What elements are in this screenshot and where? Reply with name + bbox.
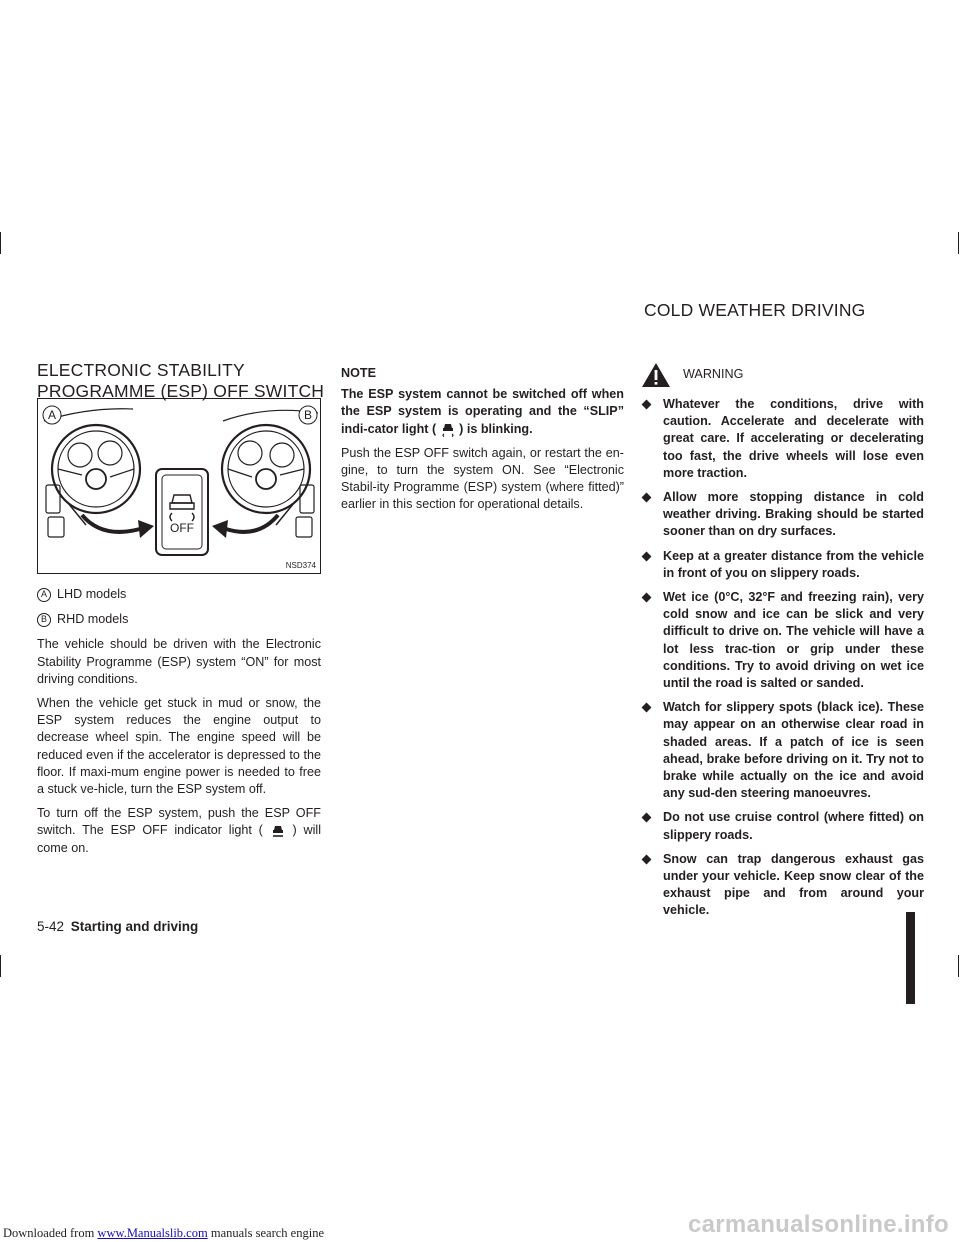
legend-text: RHD models xyxy=(57,612,129,627)
warning-list xyxy=(641,396,924,920)
figure-label-a: A xyxy=(47,408,56,422)
warning-header xyxy=(641,362,924,388)
banner-link[interactable]: www.Manualslib.com xyxy=(97,1226,208,1240)
page-footer xyxy=(37,919,198,934)
note-text-part: ) is blinking. xyxy=(459,421,533,436)
list-item: Allow more stopping distance in cold weather driving. Braking should be started sooner than on dry surfaces. xyxy=(641,489,924,541)
esp-off-title-line2: PROGRAMME (ESP) OFF SWITCH xyxy=(37,381,325,401)
esp-off-title xyxy=(37,360,324,402)
crop-mark xyxy=(958,232,959,254)
legend-mark: B xyxy=(37,613,51,627)
banner-prefix: Downloaded from xyxy=(3,1226,98,1240)
figure-code: NSD374 xyxy=(285,561,316,570)
esp-switch-figure xyxy=(37,398,321,574)
warning-triangle-icon xyxy=(641,362,671,388)
legend-text: LHD models xyxy=(57,587,127,601)
paragraph-text: To turn off the ESP system, push the ESP OFF switch. The ESP OFF indicator light ( xyxy=(37,806,321,838)
legend-item xyxy=(37,611,321,628)
note-label: NOTE xyxy=(341,366,376,380)
warning-label: WARNING xyxy=(683,367,744,382)
paragraph xyxy=(37,805,321,857)
note-text-part: The ESP system cannot be switched off when the ESP system is operating and the “SLIP” indi-cator light ( xyxy=(341,387,624,436)
slip-indicator-icon xyxy=(440,421,456,437)
note-text xyxy=(341,386,624,438)
list-item: Watch for slippery spots (black ice). These may appear on an otherwise clear road in shaded areas. If a patch of ice is seen ahead, brake before driving on it. Try not to brake while actually on the ice and avoid any sud-den steering manoeuvres. xyxy=(641,699,924,802)
list-item: Keep at a greater distance from the vehicle in front of you on slippery roads. xyxy=(641,548,924,582)
dashboard-illustration xyxy=(38,399,321,574)
esp-off-indicator-icon xyxy=(270,823,286,839)
esp-off-title-line1: ELECTRONIC STABILITY xyxy=(37,360,245,380)
paragraph-text: ) will come on. xyxy=(37,823,321,855)
list-item: Wet ice (0°C, 32°F and freezing rain), very cold snow and ice can be slick and very difficult to drive on. The vehicle will have a lot less trac-tion or grip under these conditions. Try to avoid driving on wet ice until the road is salted or sanded. xyxy=(641,589,924,692)
download-banner xyxy=(3,1226,324,1241)
crop-mark xyxy=(0,955,1,977)
chapter-name: Starting and driving xyxy=(70,919,199,934)
legend-item xyxy=(37,586,321,603)
paragraph: Push the ESP OFF switch again, or restart the en-gine, to turn the system ON. See “Electronic Stabil-ity Programme (ESP) system (where fitted)” earlier in this section for operational details. xyxy=(341,445,624,512)
right-column xyxy=(641,362,924,927)
watermark: carmanualsonline.info xyxy=(688,1211,950,1238)
esp-off-switch xyxy=(156,469,208,555)
paragraph: The vehicle should be driven with the Electronic Stability Programme (ESP) system “ON” for most driving conditions. xyxy=(37,637,321,686)
middle-column xyxy=(341,365,624,521)
list-item: Whatever the conditions, drive with caution. Accelerate and decelerate with great care. If accelerating or decelerating too fast, the drive wheels will lose even more traction. xyxy=(641,396,924,482)
arrow-left-icon xyxy=(212,520,228,538)
banner-suffix: manuals search engine xyxy=(207,1226,324,1240)
section-header: COLD WEATHER DRIVING xyxy=(644,300,866,320)
figure-label-b: B xyxy=(303,408,312,422)
crop-mark xyxy=(958,955,959,977)
left-column-body xyxy=(37,586,321,864)
crop-mark xyxy=(0,232,1,254)
chapter-thumb-tab xyxy=(906,912,915,1004)
paragraph: When the vehicle get stuck in mud or snow, the ESP system reduces the engine output to decrease wheel spin. The engine speed will be reduced even if the accelerator is depressed to the floor. If maxi-mum engine power is needed to free a stuck ve-hicle, turn the ESP system off. xyxy=(37,696,321,797)
list-item: Do not use cruise control (where fitted) on slippery roads. xyxy=(641,809,924,843)
legend-mark: A xyxy=(37,588,51,602)
page-number: 5-42 xyxy=(37,919,65,934)
list-item: Snow can trap dangerous exhaust gas under your vehicle. Keep snow clear of the exhaust pipe and from around your vehicle. xyxy=(641,851,924,920)
arrow-right-icon xyxy=(138,520,154,538)
switch-off-text: OFF xyxy=(170,521,194,535)
